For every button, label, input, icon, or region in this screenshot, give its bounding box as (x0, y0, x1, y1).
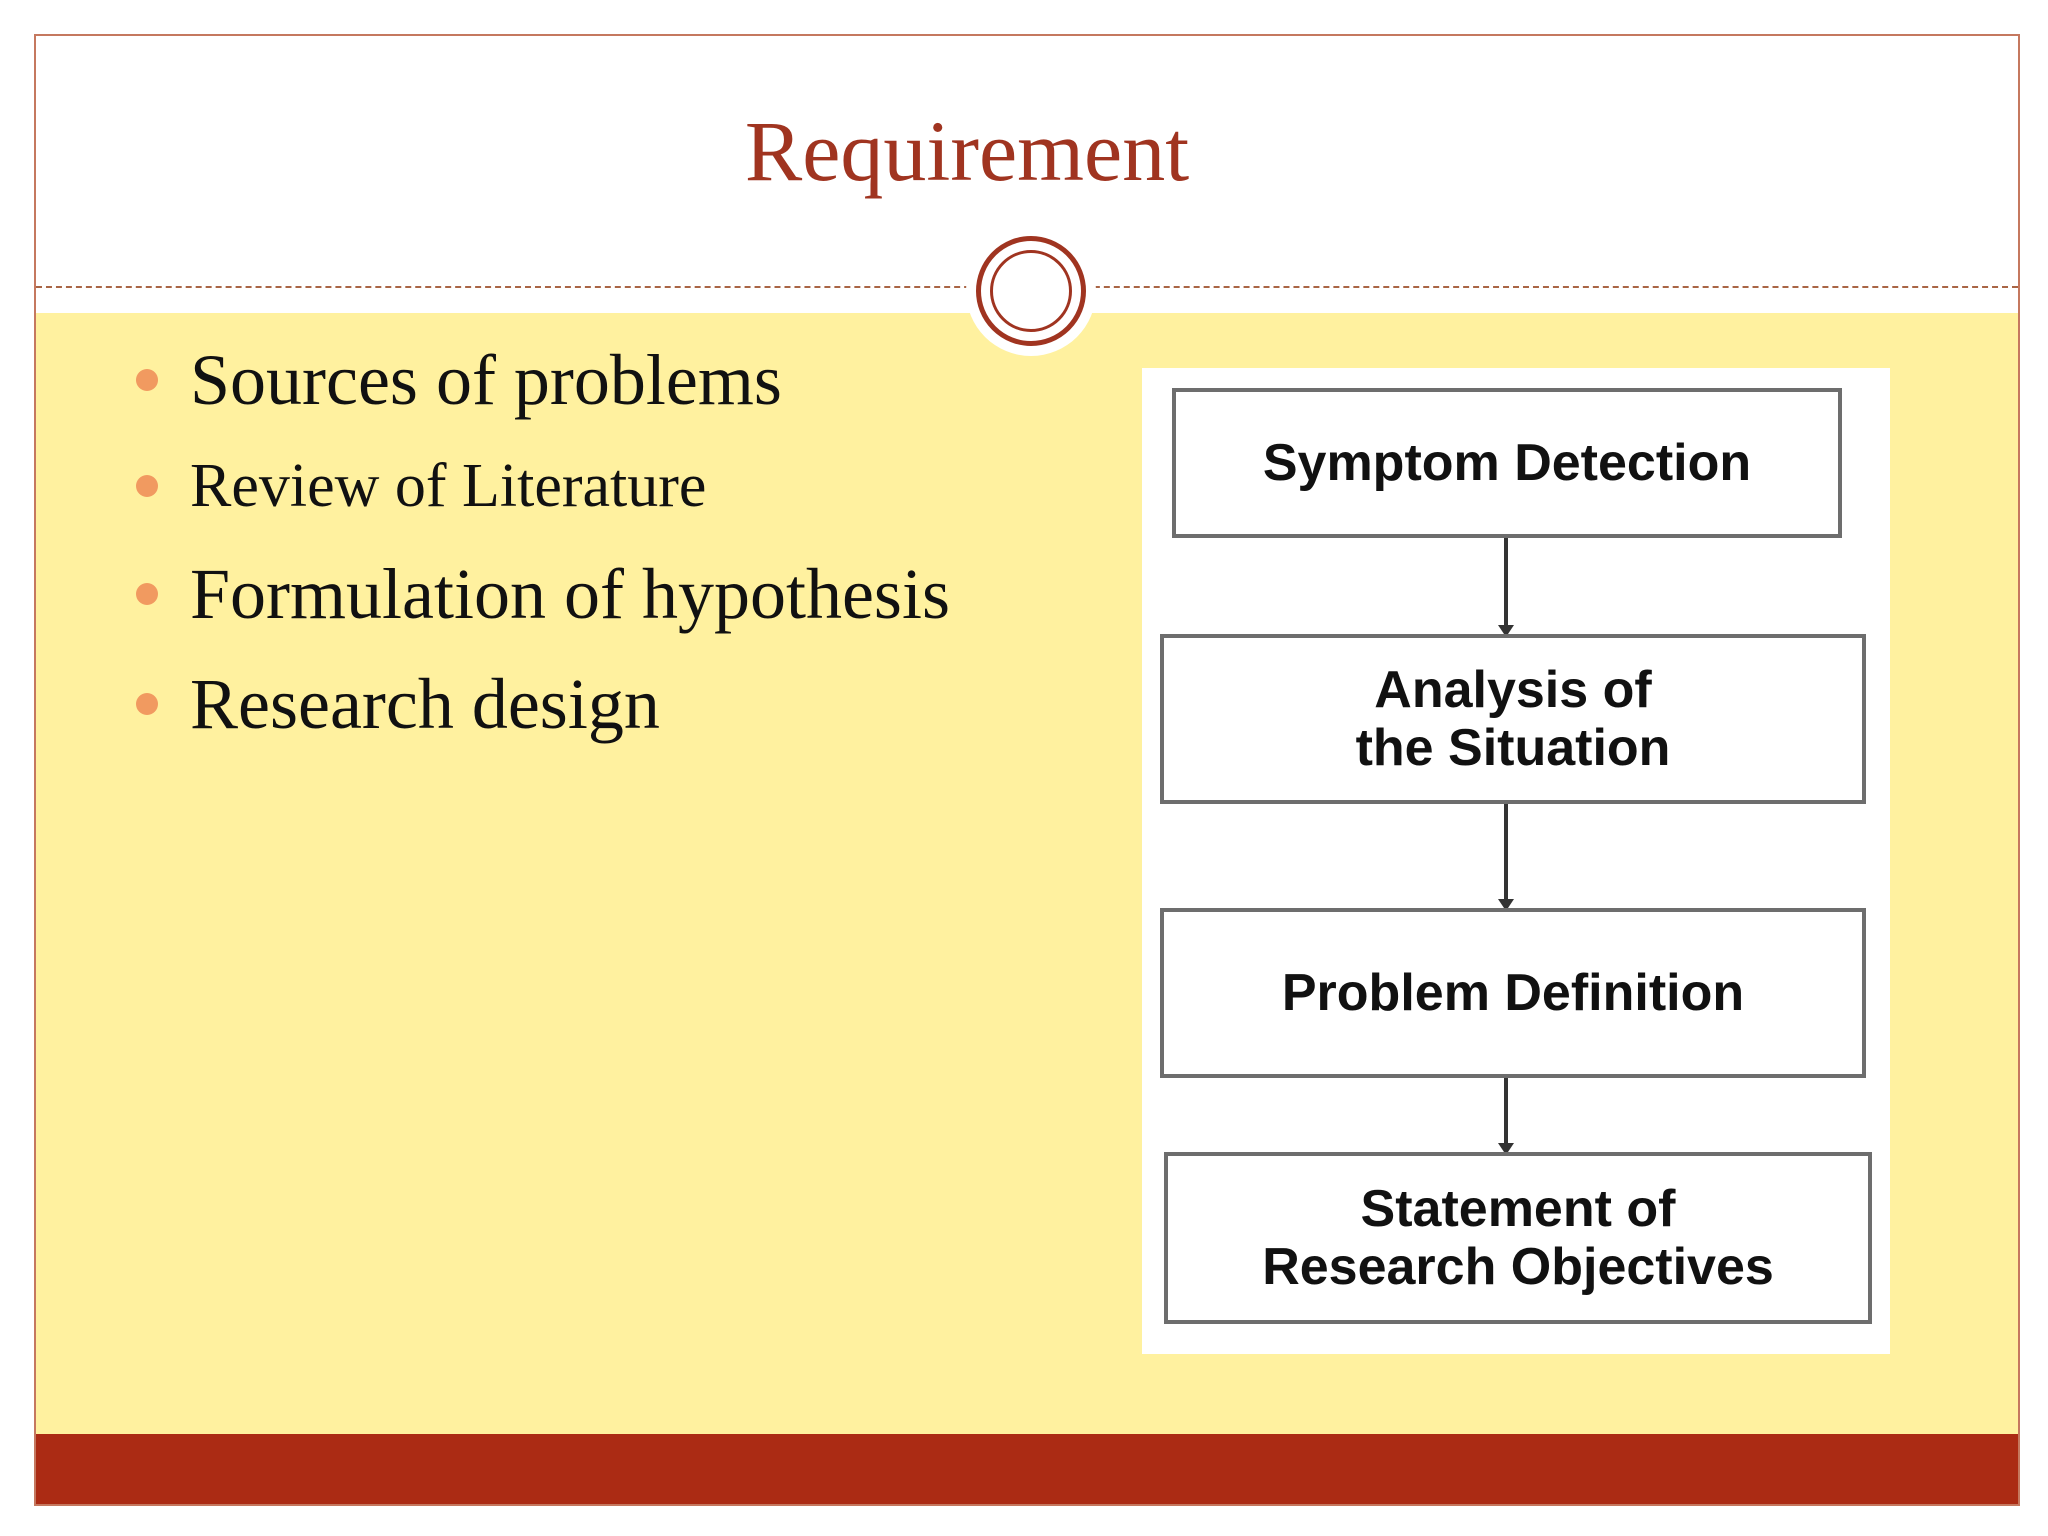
circle-ornament-inner-icon (990, 250, 1072, 332)
bullet-text: Review of Literature (190, 451, 707, 520)
flow-connector-arrow (1504, 538, 1508, 635)
bullet-dot-icon (136, 693, 158, 715)
flow-box-label-line-1: Analysis of (1374, 660, 1652, 719)
bullet-item-formulation-of-hypothesis (136, 538, 950, 650)
bullet-text: Formulation of hypothesis (190, 553, 950, 634)
bullet-dot-icon (136, 475, 158, 497)
bullet-dot-icon (136, 583, 158, 605)
bullet-item-review-of-literature (136, 434, 950, 538)
flow-box-statement-of-research-objectives (1164, 1152, 1872, 1324)
flow-box-label: Problem Definition (1281, 963, 1745, 1022)
bullet-list (136, 326, 950, 758)
process-flowchart (1142, 368, 1890, 1354)
bullet-text: Research design (190, 663, 660, 744)
slide-title: Requirement (744, 103, 1190, 199)
flow-box-analysis-of-the-situation (1160, 634, 1866, 804)
flow-box-label-line-2: the Situation (1355, 719, 1671, 777)
footer-bar (36, 1434, 2018, 1504)
flow-box-label-line-1: Statement of (1360, 1179, 1676, 1238)
bullet-item-sources-of-problems (136, 326, 950, 434)
bullet-dot-icon (136, 369, 158, 391)
flow-box-label: Symptom Detection (1262, 433, 1752, 492)
slide-frame (34, 34, 2020, 1506)
flow-box-problem-definition (1160, 908, 1866, 1078)
bullet-item-research-design (136, 650, 950, 758)
flow-connector-arrow (1504, 1078, 1508, 1153)
bullet-text: Sources of problems (190, 339, 782, 420)
flow-box-label-line-2: Research Objectives (1262, 1238, 1774, 1296)
flow-connector-arrow (1504, 804, 1508, 909)
flow-box-symptom-detection (1172, 388, 1842, 538)
